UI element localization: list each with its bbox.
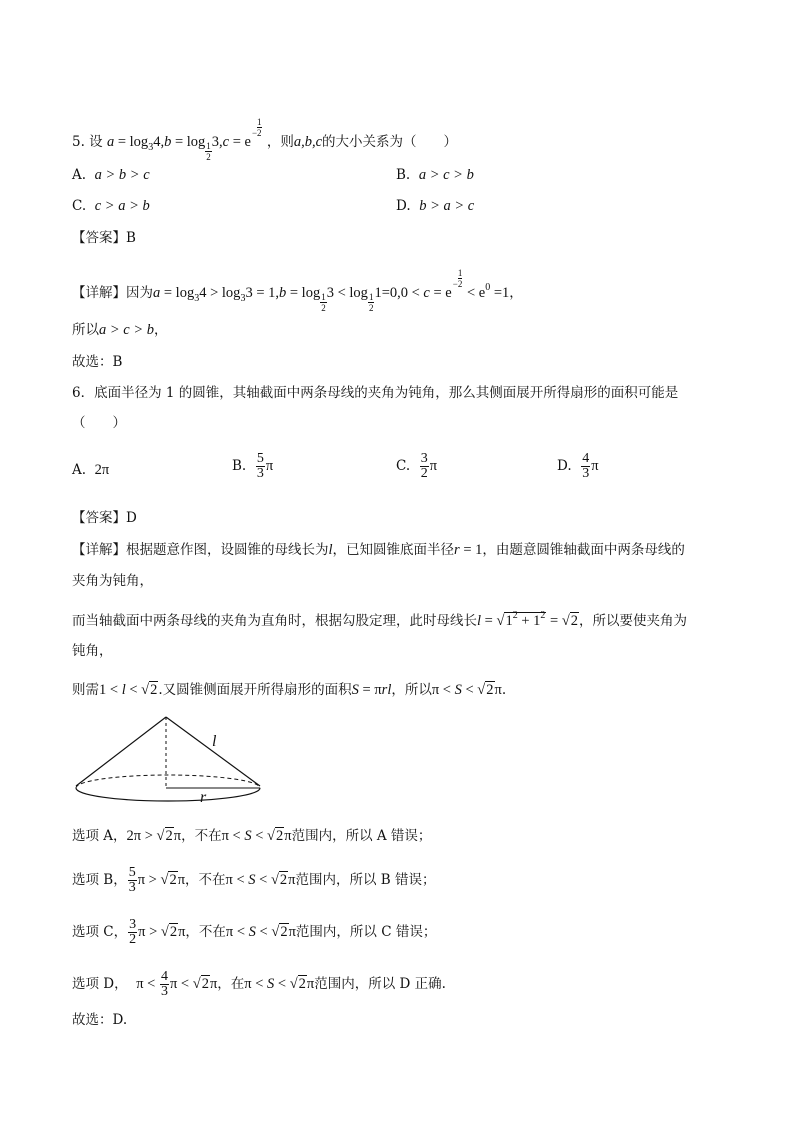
- q6-analysis-a: 选项 A，2π > √2π，不在π < S < √2π范围内，所以 A 错误；: [72, 828, 432, 844]
- q6-stem-paren: （ ）: [72, 415, 126, 431]
- cone-base-back: [76, 775, 260, 788]
- q5-stem: 5. 设 $a = \log_34,b = \log$ $\frac{1}{2}$ 3,c = e − $\frac{1}{2}$ ，则a,b,c的大小关系为（ ）: [72, 117, 458, 162]
- cone-figure: [70, 712, 270, 808]
- q6-analysis-c: 选项 C， $\frac{3}{2}$ π > √2π，不在π < S < √2π范围内，所以 C 错误；: [72, 917, 437, 947]
- q6-option-a[interactable]: A. 2π: [72, 462, 110, 478]
- cone-right-generatrix: [166, 717, 260, 786]
- q5-option-c[interactable]: C. c > a > b: [72, 198, 150, 214]
- q5-detail: 【详解】因为$a = \log_34 > \log_33 = 1,b = \log$ $\frac{1}{2}$ 3 < log $\frac{1}{2}$ 1=0,0 < c = e − $\frac{1}{2}$ < $e^0 =1$，: [72, 268, 523, 313]
- q5-choice: 故选：B: [72, 354, 123, 370]
- q6-analysis-b: 选项 B， $\frac{5}{3}$ π > √2π，不在π < S < √2π范围内，所以 B 错误；: [72, 865, 436, 895]
- q5-conclusion: 所以a > c > b，: [72, 322, 168, 338]
- q6-detail-4: 钝角，: [72, 643, 113, 659]
- q5-answer: 【答案】B: [72, 230, 136, 246]
- q6-detail-2: 夹角为钝角，: [72, 573, 153, 589]
- q6-answer: 【答案】D: [72, 510, 137, 526]
- q6-analysis-d: 选项 D， π < $\frac{4}{3}$ π < √2π，在π < S < √2π范围内，所以 D 正确.: [72, 969, 446, 999]
- q6-detail-3: 而当轴截面中两条母线的夹角为直角时，根据勾股定理，此时母线长$l = √1^2 + 1^2 = √2$，所以要使夹角为: [72, 610, 688, 629]
- cone-base-front: [76, 788, 260, 801]
- q6-detail-5: 则需1 < l < √2.又圆锥侧面展开所得扇形的面积S = πrl，所以π < S < √2π.: [72, 682, 507, 698]
- q5-option-a[interactable]: A. a > b > c: [72, 167, 150, 183]
- q6-choice: 故选：D.: [72, 1012, 128, 1028]
- q6-stem: 6．底面半径为 1 的圆锥，其轴截面中两条母线的夹角为钝角，那么其侧面展开所得扇形的面积可能是: [72, 385, 679, 401]
- q5-option-b[interactable]: B. a > c > b: [396, 167, 474, 183]
- label-r: r: [200, 789, 207, 806]
- q6-option-d[interactable]: D. $\frac{4}{3}$ π: [557, 451, 599, 481]
- q5-option-d[interactable]: D. b > a > c: [396, 198, 475, 214]
- q6-detail-1: 【详解】根据题意作图，设圆锥的母线长为l，已知圆锥底面半径r = 1，由题意圆锥轴截面中两条母线的: [72, 542, 685, 558]
- label-l: l: [212, 733, 217, 750]
- q6-option-b[interactable]: B. $\frac{5}{3}$ π: [232, 451, 274, 481]
- q6-option-c[interactable]: C. $\frac{3}{2}$ π: [396, 451, 438, 481]
